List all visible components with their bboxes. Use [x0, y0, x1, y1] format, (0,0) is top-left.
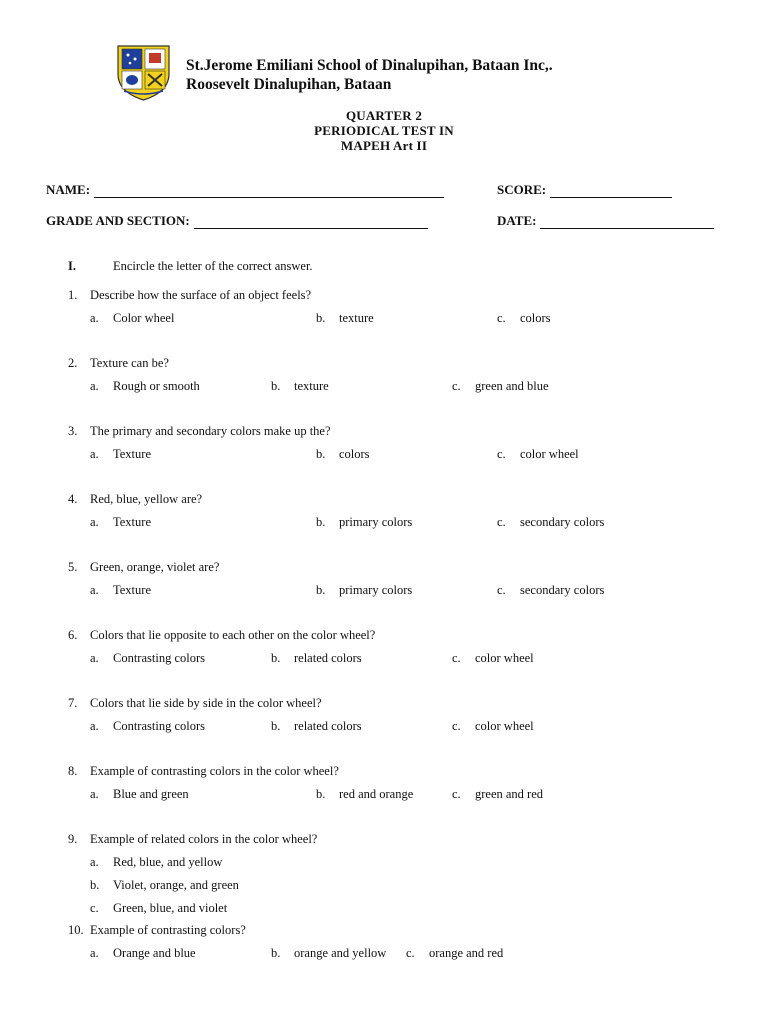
answer-option[interactable] — [497, 583, 604, 598]
question-text: Colors that lie side by side in the color wheel? — [90, 696, 322, 710]
option-text: Violet, orange, and green — [113, 878, 239, 892]
answer-option[interactable] — [271, 651, 362, 666]
option-letter: c. — [497, 583, 506, 597]
option-text: Red, blue, and yellow — [113, 855, 223, 869]
question-number: 7. — [68, 696, 78, 710]
option-letter: b. — [316, 447, 326, 461]
answer-option[interactable] — [271, 719, 362, 734]
option-letter: a. — [90, 946, 99, 960]
answer-option[interactable] — [452, 719, 534, 734]
option-text: secondary colors — [520, 583, 605, 597]
option-letter: c. — [497, 447, 506, 461]
answer-option[interactable] — [316, 311, 374, 326]
option-text: orange and yellow — [294, 946, 387, 960]
answer-option[interactable] — [90, 651, 205, 666]
option-letter: b. — [316, 515, 326, 529]
test-subject: MAPEH Art II — [340, 138, 428, 153]
option-text: Blue and green — [113, 787, 189, 801]
option-letter: b. — [316, 787, 326, 801]
option-letter: c. — [497, 311, 506, 325]
question-text: Example of contrasting colors? — [90, 923, 246, 937]
answer-option[interactable] — [90, 379, 200, 394]
answer-option[interactable] — [90, 901, 227, 916]
option-text: primary colors — [339, 515, 413, 529]
question-number: 6. — [68, 628, 78, 642]
grade-section-label: GRADE AND SECTION: — [46, 213, 190, 228]
option-letter: b. — [271, 719, 281, 733]
option-text: Texture — [113, 583, 151, 597]
option-text: color wheel — [475, 651, 534, 665]
option-letter: c. — [406, 946, 415, 960]
option-text: Green, blue, and violet — [113, 901, 228, 915]
option-letter: a. — [90, 447, 99, 461]
answer-option[interactable] — [90, 311, 174, 326]
answer-option[interactable] — [316, 447, 370, 462]
option-letter: a. — [90, 583, 99, 597]
option-text: related colors — [294, 719, 362, 733]
answer-option[interactable] — [497, 515, 604, 530]
option-text: green and blue — [475, 379, 549, 393]
option-letter: a. — [90, 311, 99, 325]
score-label: SCORE: — [497, 182, 547, 197]
name-field — [46, 182, 444, 198]
option-letter: a. — [90, 787, 99, 801]
option-letter: c. — [452, 787, 461, 801]
option-letter: a. — [90, 379, 99, 393]
section-number: I. — [68, 259, 76, 273]
question-text: Texture can be? — [90, 356, 169, 370]
option-text: related colors — [294, 651, 362, 665]
test-title: PERIODICAL TEST IN — [314, 123, 454, 138]
question-number: 10. — [68, 923, 84, 937]
answer-option[interactable] — [90, 855, 222, 870]
option-text: color wheel — [475, 719, 534, 733]
question-text: Example of contrasting colors in the color wheel? — [90, 764, 339, 778]
option-text: Texture — [113, 447, 151, 461]
option-text: color wheel — [520, 447, 579, 461]
test-quarter: QUARTER 2 — [345, 108, 423, 123]
answer-option[interactable] — [452, 787, 543, 802]
date-field — [497, 213, 714, 229]
question-number: 5. — [68, 560, 78, 574]
score-blank-line[interactable] — [550, 186, 672, 198]
option-letter: a. — [90, 719, 99, 733]
question-text: Green, orange, violet are? — [90, 560, 220, 574]
option-text: orange and red — [429, 946, 504, 960]
option-letter: b. — [271, 946, 281, 960]
question-text: Describe how the surface of an object feels? — [90, 288, 312, 302]
option-text: Texture — [113, 515, 151, 529]
question-number: 2. — [68, 356, 78, 370]
option-text: Orange and blue — [113, 946, 196, 960]
question-text: Red, blue, yellow are? — [90, 492, 203, 506]
option-letter: b. — [271, 651, 281, 665]
answer-option[interactable] — [497, 311, 551, 326]
answer-option[interactable] — [90, 719, 205, 734]
answer-option[interactable] — [90, 787, 189, 802]
option-letter: a. — [90, 515, 99, 529]
option-text: colors — [339, 447, 370, 461]
name-label: NAME: — [46, 182, 91, 197]
option-text: green and red — [475, 787, 544, 801]
option-letter: a. — [90, 855, 99, 869]
option-letter: c. — [90, 901, 99, 915]
answer-option[interactable] — [90, 946, 196, 961]
answer-option[interactable] — [316, 583, 412, 598]
answer-option[interactable] — [90, 878, 239, 893]
question-number: 3. — [68, 424, 78, 438]
option-text: texture — [339, 311, 374, 325]
answer-option[interactable] — [497, 447, 579, 462]
question-text: Colors that lie opposite to each other on the color wheel? — [90, 628, 376, 642]
answer-option[interactable] — [452, 379, 549, 394]
option-letter: a. — [90, 651, 99, 665]
option-letter: b. — [316, 311, 326, 325]
option-letter: b. — [316, 583, 326, 597]
option-text: Contrasting colors — [113, 719, 206, 733]
option-text: colors — [520, 311, 551, 325]
option-text: primary colors — [339, 583, 413, 597]
option-text: Color wheel — [113, 311, 175, 325]
answer-option[interactable] — [90, 515, 151, 530]
grade-section-blank-line[interactable] — [194, 217, 428, 229]
option-text: texture — [294, 379, 329, 393]
score-field — [497, 182, 672, 198]
option-letter: b. — [271, 379, 281, 393]
school-name: St.Jerome Emiliani School of Dinalupihan, Bataan Inc,. — [186, 57, 553, 74]
answer-option[interactable] — [90, 583, 151, 598]
date-blank-line[interactable] — [540, 217, 714, 229]
answer-option[interactable] — [271, 379, 329, 394]
question-number: 8. — [68, 764, 78, 778]
answer-option[interactable] — [406, 946, 503, 961]
option-letter: c. — [452, 651, 461, 665]
question-number: 4. — [68, 492, 78, 506]
school-address: Roosevelt Dinalupihan, Bataan — [186, 76, 392, 93]
question-number: 9. — [68, 832, 78, 846]
name-blank-line[interactable] — [94, 186, 444, 198]
option-letter: c. — [497, 515, 506, 529]
option-letter: b. — [90, 878, 100, 892]
question-number: 1. — [68, 288, 78, 302]
grade-section-field — [46, 213, 428, 229]
answer-option[interactable] — [271, 946, 386, 961]
answer-option[interactable] — [90, 447, 151, 462]
answer-option[interactable] — [316, 787, 413, 802]
option-text: secondary colors — [520, 515, 605, 529]
option-letter: c. — [452, 719, 461, 733]
section-instruction: Encircle the letter of the correct answer. — [113, 259, 313, 273]
date-label: DATE: — [497, 213, 537, 228]
option-text: Rough or smooth — [113, 379, 200, 393]
option-text: Contrasting colors — [113, 651, 206, 665]
option-letter: c. — [452, 379, 461, 393]
answer-option[interactable] — [452, 651, 534, 666]
answer-option[interactable] — [316, 515, 412, 530]
school-crest-logo — [116, 44, 171, 102]
question-text: The primary and secondary colors make up the? — [90, 424, 331, 438]
option-text: red and orange — [339, 787, 414, 801]
question-text: Example of related colors in the color wheel? — [90, 832, 318, 846]
